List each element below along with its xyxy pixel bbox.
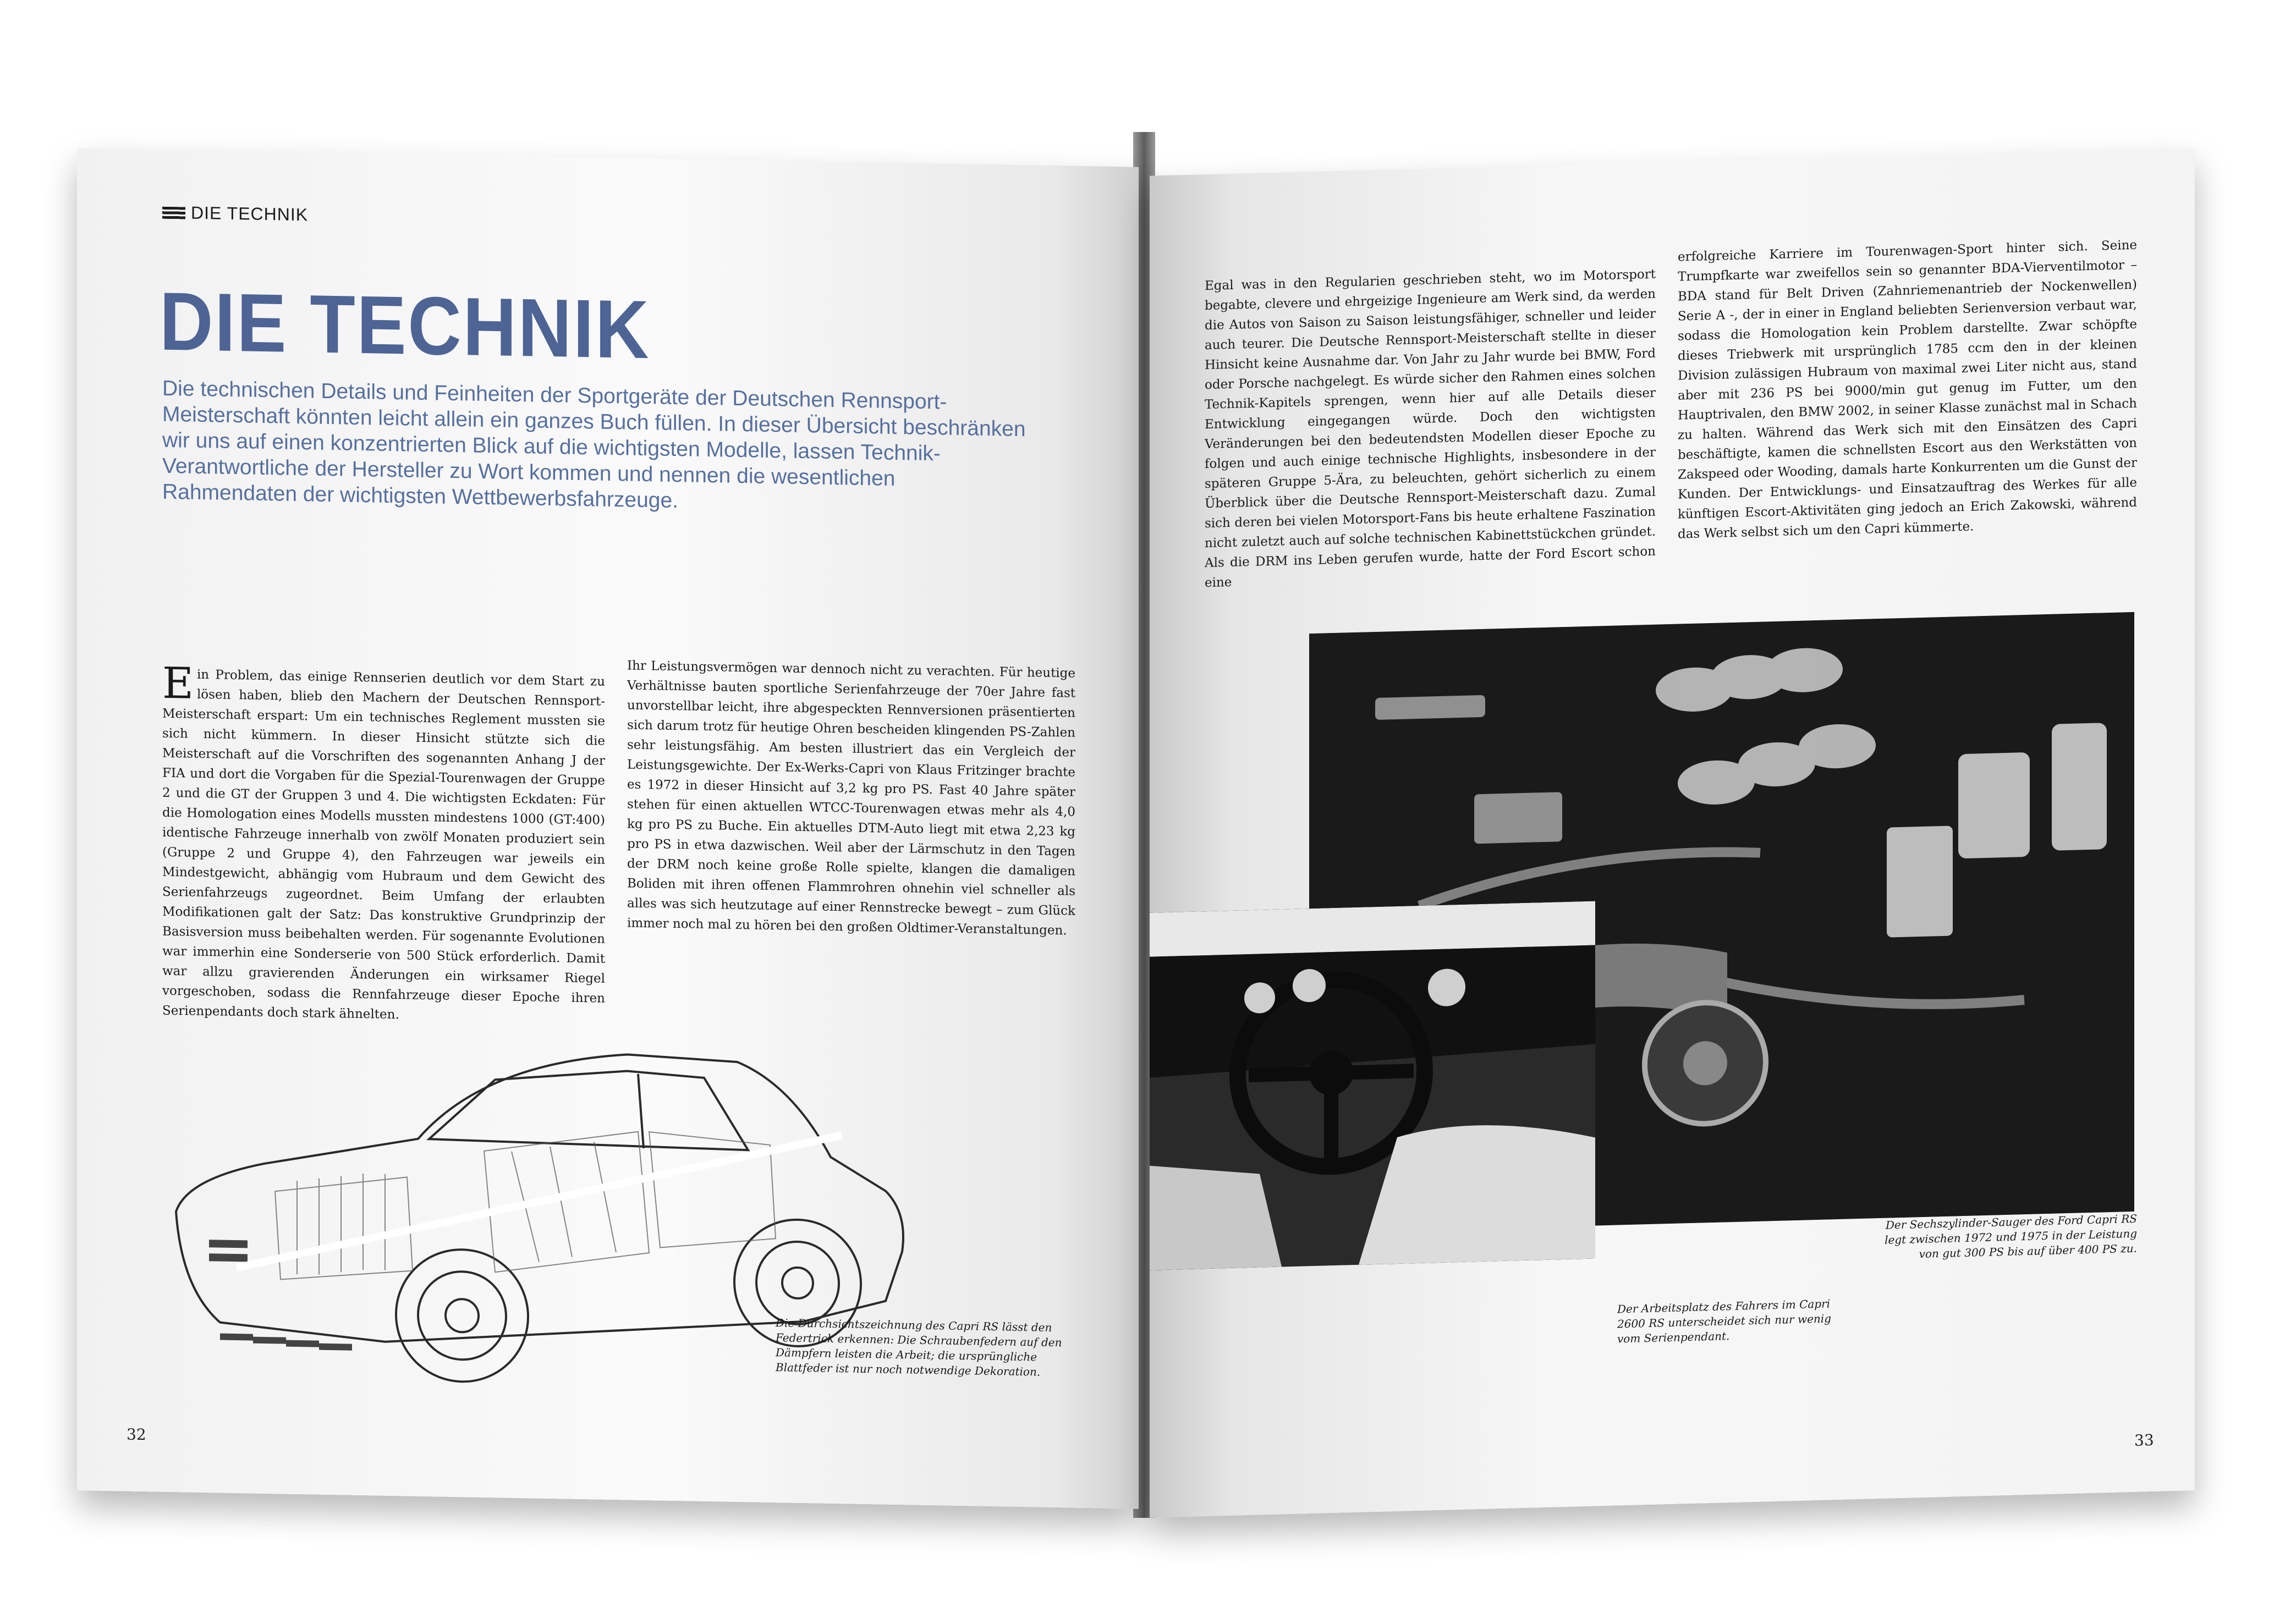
left-page <box>77 148 1139 1509</box>
page-number-left: 32 <box>127 1425 146 1444</box>
body-column-2: Ihr Leistungsvermögen war dennoch nicht zu verachten. Für heutige Verhältnisse bauten sportliche Serienfahrzeuge der 70er Jahre fast unvorstellbar leicht, ihre abgespeckten Rennversionen präsentierten sich darum trotz für heutige Ohren bescheiden klingenden PS-Zahlen sehr leistungsfähig. Am besten illustriert das ein Vergleich der Leistungsgewichte. Der Ex-Werks-Capri von Klaus Fritzinger brachte es 1972 in dieser Hinsicht auf 3,2 kg pro PS. Fast 40 Jahre später stehen für einen aktuellen WTCC-Tourenwagen etwas mehr als 4,0 kg pro PS zu Buche. Ein aktuelles DTM-Auto liegt mit etwa 2,23 kg pro PS in etwa dazwischen. Weil aber der Lärmschutz in den Tagen der DRM noch keine große Rolle spielte, klangen die damaligen Boliden mit ihren offenen Flammrohren ohnehin viel schneller als alles was sich heutzutage auf einer Rennstrecke bewegt – zum Glück immer noch mal zu hören bei den großen Oldtimer-Veranstaltungen. <box>627 658 1075 938</box>
right-body-column-2: erfolgreiche Karriere im Tourenwagen-Sport hinter sich. Seine Trumpfkarte war zweifellos sein so genannter BDA-Vierventilmotor – BDA stand für Belt Driven (Zahnriemenantrieb der Nockenwellen) Serie A -, der in einer in England beliebten Serienversion verbaut war, sodass die Homologation kein Problem darstellte. Zwar schöpfte dieses Triebwerk mit ursprünglich 1785 ccm den in der kleinen Division zulässigen Hubraum von maximal zwei Liter nicht aus, stand aber mit 236 PS bei 9000/min gut genug im Futter, um den Hauptrivalen, den BMW 2002, in seiner Klasse zunächst mal in Schach zu halten. Während das Werk sich mit den Einsätzen des Capri beschäftigte, kamen die schnellsten Escort aus den Werkstätten von Zakspeed oder Wooding, damals harte Konkurrenten um die Gunst der Kunden. Der Entwicklungs- und Einsatzauftrag des Werkes für alle künftigen Escort-Aktivitäten ging jedoch an Erich Zakowski, während das Werk selbst sich um den Capri kümmerte. <box>1678 238 2137 542</box>
cutaway-caption: Die Durchsichtszeichnung des Capri RS lässt den Federtrick erkennen: Die Schraubenfedern auf den Dämpfern leisten die Arbeit; die ursprüngliche Blattfeder ist nur noch notwendige Dekoration. <box>776 1316 1062 1379</box>
body-column-1 <box>162 658 605 1028</box>
engine-caption: Der Sechszylinder-Sauger des Ford Capri RS legt zwischen 1972 und 1975 in der Leistung von gut 300 PS bis auf über 400 PS zu. <box>1885 1212 2137 1261</box>
section-kicker <box>162 202 308 225</box>
lead-paragraph: Die technischen Details und Feinheiten der Sportgeräte der Deutschen Rennsport-Meisterschaft könnten leicht allein ein ganzes Buch füllen. In dieser Übersicht beschränken wir uns auf einen konzentrierten Blick auf die wichtigsten Modelle, lassen Technik-Verantwortliche der Hersteller zu Wort kommen und nennen die wesentlichen Rahmendaten der wichtigsten Wettbewerbsfahrzeuge. <box>162 376 1026 513</box>
right-page <box>1150 148 2195 1518</box>
kicker-label: DIE TECHNIK <box>191 202 309 225</box>
right-body-column-1: Egal was in den Regularien geschrieben steht, wo im Motorsport begabte, clevere und ehrgeizige Ingenieure am Werk sind, da werden die Autos von Saison zu Saison leistungsfähiger, schneller und leider auch teurer. Die Deutsche Rennsport-Meisterschaft stellte in dieser Hinsicht keine Ausnahme dar. Von Jahr zu Jahr wurde bei BMW, Ford oder Porsche nachgelegt. Es würde sicher den Rahmen eines solchen Technik-Kapitels sprengen, wenn hier auf alle Details dieser Entwicklung eingegangen würde. Doch den wichtigsten Veränderungen bei den bedeutendsten Modellen dieser Epoche zu folgen und auch einige technische Highlights, insbesondere in der späteren Gruppe 5-Ära, zu beleuchten, gehört sicherlich zu einem Überblick über die Deutsche Rennsport-Meisterschaft dazu. Zumal sich deren bei vielen Motorsport-Fans bis heute erhaltene Faszination nicht zuletzt auch auf solche technischen Kabinettstückchen gründet. Als die DRM ins Leben gerufen wurde, hatte der Ford Escort schon eine <box>1205 267 1656 591</box>
page-number-right: 33 <box>2134 1430 2154 1450</box>
cockpit-photo <box>1150 901 1595 1270</box>
cockpit-caption: Der Arbeitsplatz des Fahrers im Capri 2600 RS unterscheidet sich nur wenig vom Serienpendant. <box>1617 1297 1831 1346</box>
column-1-text: in Problem, das einige Rennserien deutlich vor dem Start zu lösen haben, blieb den Machern der Deutschen Rennsport-Meisterschaft erspart: Um ein technisches Reglement mussten sie sich nicht kümmern. In dieser Hinsicht stützte sich die Meisterschaft auf die Vorschriften des sogenannten Anhang J der FIA und dort die Vorgaben für die Spezial-Tourenwagen der Gruppe 2 und die GT der Gruppen 3 und 4. Die wichtigsten Eckdaten: Für die Homologation eines Modells mussten mindestens 1000 (GT:400) identische Fahrzeuge innerhalb von zwölf Monaten produziert sein (Gruppe 2 und Gruppe 4), den Fahrzeugen war jeweils ein Mindestgewicht, abhängig vom Hubraum und dem Gewicht des Serienfahrzeugs zugeordnet. Beim Umfang der erlaubten Modifikationen galt der Satz: Das konstruktive Grundprinzip der Basisversion muss beibehalten werden. Für sogenannte Evolutionen war immerhin eine Sonderserie von 500 Stück erforderlich. Damit war allzu gravierenden Änderungen ein wirksamer Riegel vorgeschoben, sodass die Rennfahrzeuge dieser Epoche ihren Serienpendants doch stark ähnelten. <box>162 667 605 1022</box>
lines-icon <box>162 206 185 219</box>
drop-cap: E <box>162 658 194 709</box>
page-title: DIE TECHNIK <box>160 274 651 376</box>
